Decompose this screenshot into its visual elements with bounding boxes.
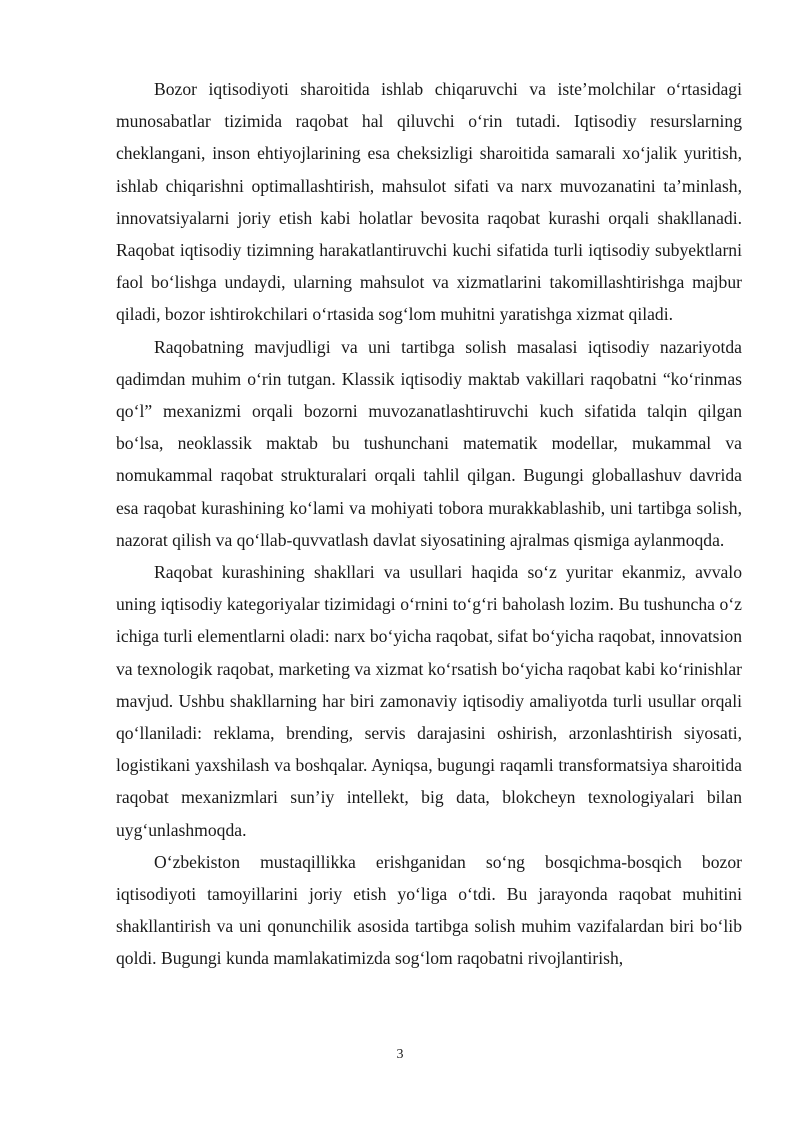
- body-text: [116, 73, 742, 975]
- paragraph-1: Bozor iqtisodiyoti sharoitida ishlab chiqaruvchi va iste’molchilar oʻrtasidagi munosabatlar tizimida raqobat hal qiluvchi oʻrin tutadi. Iqtisodiy resurslarning cheklangani, inson ehtiyojlarining esa cheksizligi sharoitida samarali xoʻjalik yuritish, ishlab chiqarishni optimallashtirish, mahsulot sifati va narx muvozanatini ta’minlash, innovatsiyalarni joriy etish kabi holatlar bevosita raqobat kurashi orqali shakllanadi. Raqobat iqtisodiy tizimning harakatlantiruvchi kuchi sifatida turli iqtisodiy subyektlarni faol boʻlishga undaydi, ularning mahsulot va xizmatlarini takomillashtirishga majbur qiladi, bozor ishtirokchilari oʻrtasida sogʻlom muhitni yaratishga xizmat qiladi.: [116, 79, 742, 325]
- paragraph-3: Raqobat kurashining shakllari va usullari haqida soʻz yuritar ekanmiz, avvalo uning iqtisodiy kategoriyalar tizimidagi oʻrnini toʻgʻri baholash lozim. Bu tushuncha oʻz ichiga turli elementlarni oladi: narx boʻyicha raqobat, sifat boʻyicha raqobat, innovatsion va texnologik raqobat, marketing va xizmat koʻrsatish boʻyicha raqobat kabi koʻrinishlar mavjud. Ushbu shakllarning har biri zamonaviy iqtisodiy amaliyotda turli usullar orqali qoʻllaniladi: reklama, brending, servis darajasini oshirish, arzonlashtirish siyosati, logistikani yaxshilash va boshqalar. Ayniqsa, bugungi raqamli transformatsiya sharoitida raqobat mexanizmlari sun’iy intellekt, big data, blokcheyn texnologiyalari bilan uygʻunlashmoqda.: [116, 562, 742, 840]
- page-number: 3: [396, 1047, 404, 1062]
- paragraph-4: Oʻzbekiston mustaqillikka erishganidan soʻng bosqichma-bosqich bozor iqtisodiyoti tamoyillarini joriy etish yoʻliga oʻtdi. Bu jarayonda raqobat muhitini shakllantirish va uni qonunchilik asosida tartibga solish muhim vazifalardan biri boʻlib qoldi. Bugungi kunda mamlakatimizda sogʻlom raqobatni rivojlantirish,: [116, 851, 742, 969]
- paragraph-2: Raqobatning mavjudligi va uni tartibga solish masalasi iqtisodiy nazariyotda qadimdan muhim oʻrin tutgan. Klassik iqtisodiy maktab vakillari raqobatni “koʻrinmas qoʻl” mexanizmi orqali bozorni muvozanatlashtiruvchi kuch sifatida talqin qilgan boʻlsa, neoklassik maktab bu tushunchani matematik modellar, mukammal va nomukammal raqobat strukturalari orqali tahlil qilgan. Bugungi globallashuv davrida esa raqobat kurashining koʻlami va mohiyati tobora murakkablashib, uni tartibga solish, nazorat qilish va qoʻllab-quvvatlash davlat siyosatining ajralmas qismiga aylanmoqda.: [116, 336, 742, 550]
